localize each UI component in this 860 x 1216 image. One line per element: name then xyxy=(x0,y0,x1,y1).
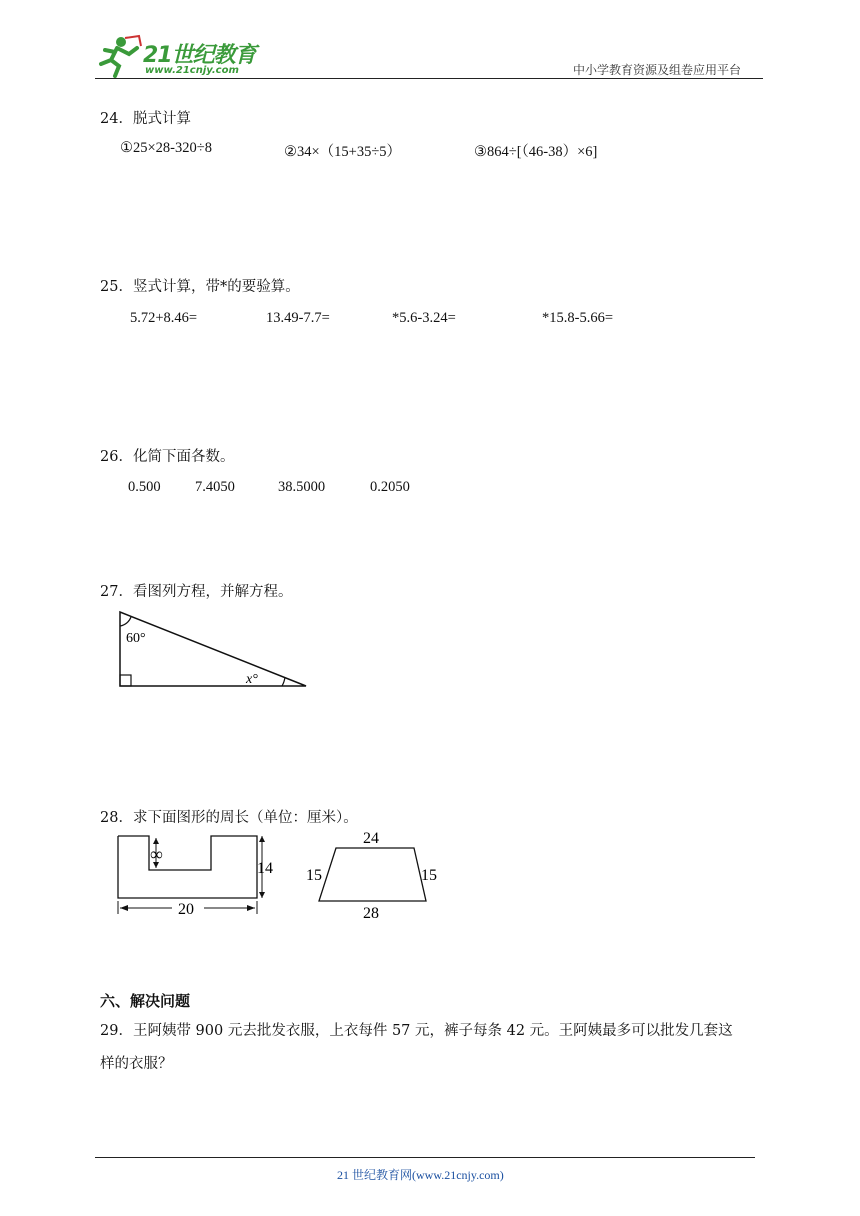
q24-item-1: ①25×28-320÷8 xyxy=(120,140,212,156)
logo-runner-icon xyxy=(95,34,145,78)
footer-text: 21 世纪教育网(www.21cnjy.com) xyxy=(337,1168,504,1182)
angle-arc-top xyxy=(120,617,131,626)
q28-title: 28．求下面图形的周长（单位：厘米）。 xyxy=(100,810,358,826)
q27-triangle-figure xyxy=(114,606,314,690)
q24-item-2: ②34×（15+35÷5） xyxy=(284,144,402,160)
trapezoid-left-label: 15 xyxy=(306,867,322,884)
trapezoid-right-label: 15 xyxy=(421,867,437,884)
q29-text-line1: 29．王阿姨带 900 元去批发衣服，上衣每件 57 元，裤子每条 42 元。王阿姨最多可以批发几套这 xyxy=(100,1023,733,1039)
q28-trapezoid-figure xyxy=(300,824,450,924)
q25-title: 25．竖式计算，带*的要验算。 xyxy=(100,279,300,295)
q26-item-1: 0.500 xyxy=(128,479,161,495)
notched-shape xyxy=(118,836,257,898)
q26-item-3: 38.5000 xyxy=(278,479,326,495)
header-platform-text: 中小学教育资源及组卷应用平台 xyxy=(573,63,742,77)
q27-title: 27．看图列方程，并解方程。 xyxy=(100,584,293,600)
q26-item-4: 0.2050 xyxy=(370,479,410,495)
header-logo xyxy=(95,34,265,80)
footer-divider xyxy=(95,1157,755,1158)
q25-item-3: *5.6-3.24= xyxy=(392,310,456,326)
side-length-label: 14 xyxy=(257,860,273,877)
angle-label-60: 60° xyxy=(126,631,146,646)
q25-item-4: *15.8-5.66= xyxy=(542,310,614,326)
right-angle-mark xyxy=(120,675,131,686)
q24-item-3: ③864÷[（46-38）×6] xyxy=(474,144,598,160)
angle-arc-right xyxy=(282,677,285,686)
triangle-shape xyxy=(120,612,306,686)
q25-item-1: 5.72+8.46= xyxy=(130,310,198,326)
logo-main-text: 21世纪教育 xyxy=(143,43,256,68)
trapezoid-bottom-label: 28 xyxy=(363,905,379,922)
trapezoid-top-label: 24 xyxy=(363,830,379,847)
q26-title: 26．化简下面各数。 xyxy=(100,449,235,465)
q29-text-line2: 样的衣服？ xyxy=(100,1056,173,1072)
section-6-heading: 六、解决问题 xyxy=(100,992,191,1010)
bottom-length-label: 20 xyxy=(178,901,194,918)
q26-item-2: 7.4050 xyxy=(195,479,235,495)
q24-title: 24．脱式计算 xyxy=(100,111,191,127)
trapezoid-shape xyxy=(319,848,426,901)
angle-label-x: x° xyxy=(246,672,258,687)
header-divider xyxy=(95,78,763,79)
q28-notched-rectangle-figure xyxy=(112,830,282,920)
inner-depth-label: ∞ xyxy=(150,844,163,864)
logo-sub-text: www.21cnjy.com xyxy=(145,65,239,76)
q25-item-2: 13.49-7.7= xyxy=(266,310,330,326)
